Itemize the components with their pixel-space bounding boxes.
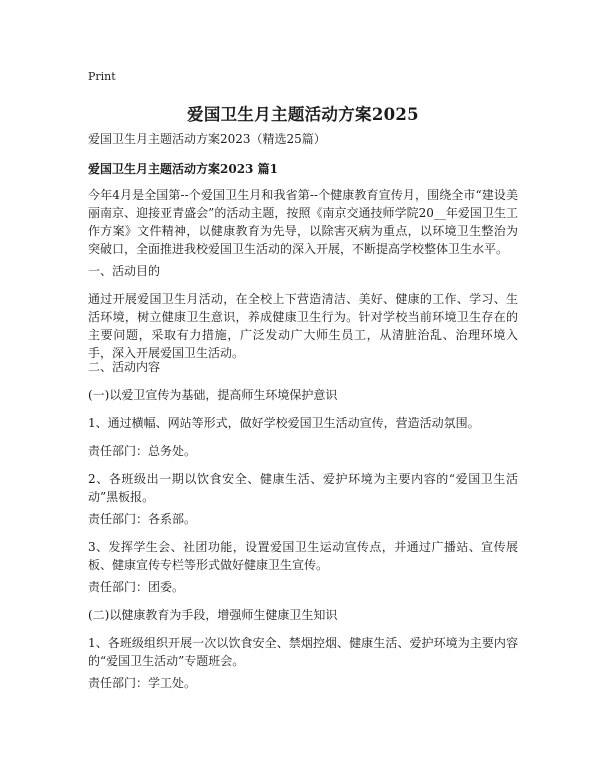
item-education-1: 1、各班级组织开展一次以饮食安全、禁烟控烟、健康生活、爱护环境为主要内容的“爱国卫生活动”专题班会。 [88, 636, 518, 668]
item-publicity-1: 1、通过横幅、网站等形式，做好学校爱国卫生活动宣传，营造活动氛围。 [88, 416, 480, 430]
print-link[interactable]: Print [88, 70, 116, 83]
item-responsible-1: 责任部门：总务处。 [88, 444, 197, 458]
section-heading: 爱国卫生月主题活动方案2023 篇1 [88, 162, 278, 176]
subheading-education: (二)以健康教育为手段，增强师生健康卫生知识 [88, 608, 338, 622]
item-responsible-4: 责任部门：学工处。 [88, 676, 197, 690]
heading-purpose: 一、活动目的 [88, 264, 161, 278]
item-publicity-2: 2、各班级出一期以饮食安全、健康生活、爱护环境为主要内容的“爱国卫生活动”黑板报。 [88, 472, 518, 504]
item-publicity-3: 3、发挥学生会、社团功能，设置爱国卫生运动宣传点，并通过广播站、宣传展板、健康宣传专栏等形式做好健康卫生宣传。 [88, 540, 518, 572]
document-title: 爱国卫生月主题活动方案2025 [187, 105, 419, 124]
paragraph-purpose: 通过开展爱国卫生月活动，在全校上下营造清洁、美好、健康的工作、学习、生活环境，树立健康卫生意识，养成健康卫生行为。针对学校当前环境卫生存在的主要问题，采取有力措施，广泛发动广大师生员工，从清脏治乱、治理环境入手，深入开展爱国卫生活动。 [88, 292, 518, 360]
subheading-publicity: (一)以爱卫宣传为基础，提高师生环境保护意识 [88, 388, 338, 402]
heading-content: 二、活动内容 [88, 360, 161, 374]
item-responsible-3: 责任部门：团委。 [88, 580, 185, 594]
document-subtitle: 爱国卫生月主题活动方案2023（精选25篇） [88, 132, 326, 146]
item-responsible-2: 责任部门：各系部。 [88, 512, 197, 526]
paragraph-intro: 今年4月是全国第--个爱国卫生月和我省第--个健康教育宣传月，围绕全市“建设美丽南京、迎接亚青盛会”的活动主题，按照《南京交通技师学院20__年爱国卫生工作方案》文件精神，以健康教育为先导，以除害灭病为重点，以环境卫生整治为突破口，全面推进我校爱国卫生活动的深入开展，不断提高学校整体卫生水平。 [88, 188, 518, 256]
